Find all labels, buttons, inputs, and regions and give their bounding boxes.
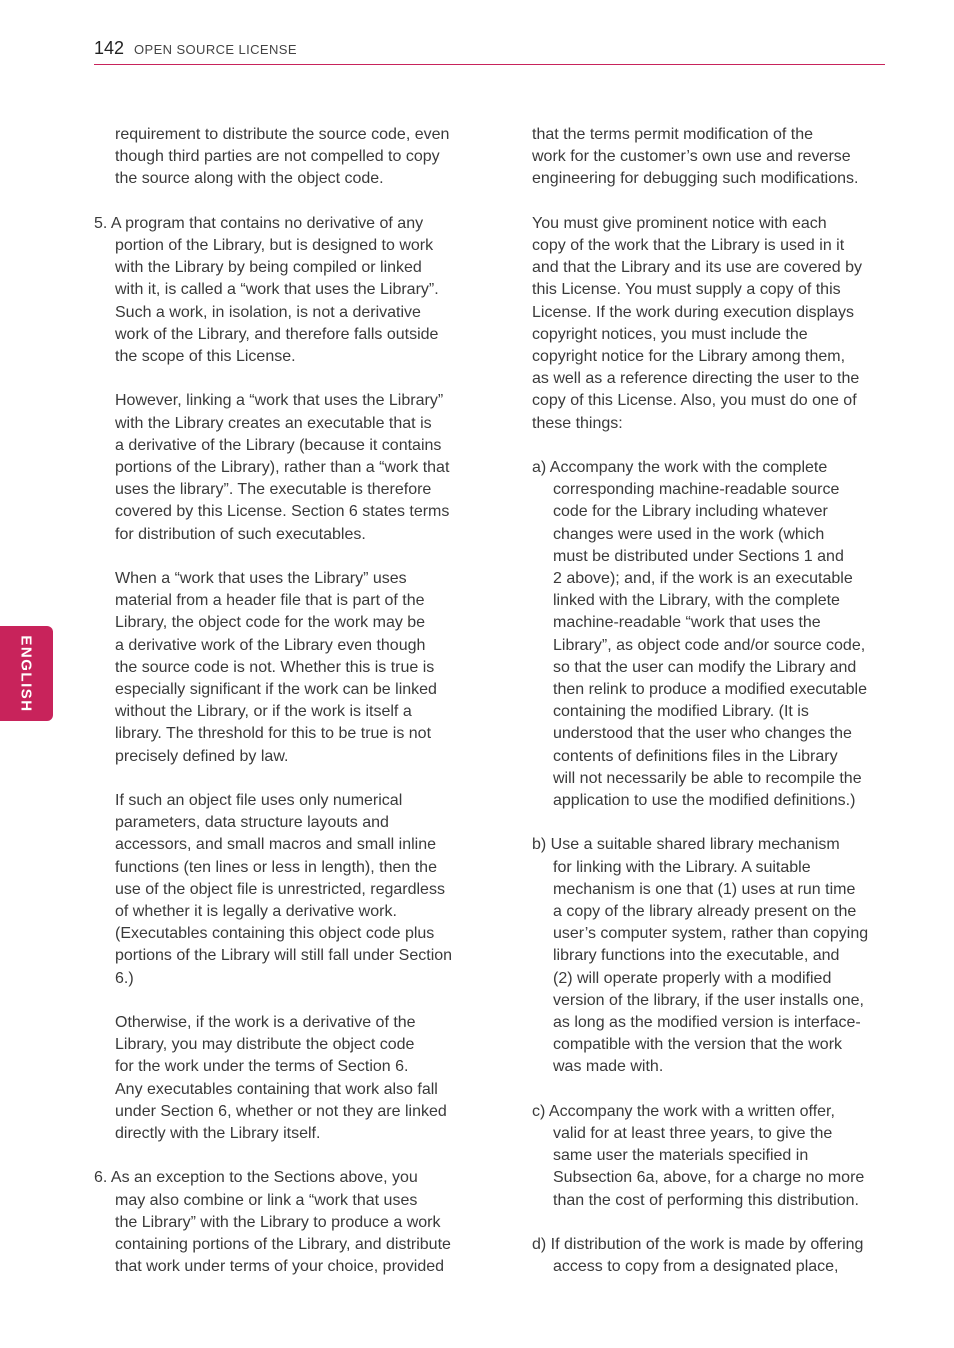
text-line: Subsection 6a, above, for a charge no more [553,1169,865,1187]
text-line: with the Library by being compiled or linked [115,259,422,277]
text-line: containing the modified Library. (It is [553,703,809,721]
text-line: as long as the modified version is interface- [553,1014,861,1032]
text-line: work for the customer’s own use and reverse [532,148,851,166]
text-line: version of the library, if the user installs one, [553,991,864,1009]
text-line: Library, the object code for the work may be [115,614,426,632]
text-line: Library”, as object code and/or source code, [553,636,866,654]
text-line: the scope of this License. [115,348,296,366]
paragraph [94,213,474,368]
text-line: was made with. [553,1058,664,1076]
text-line: changes were used in the work (which [553,525,825,543]
text-line: with it, is called a “work that uses the Library”. [115,281,439,299]
text-line: corresponding machine-readable source [553,481,840,499]
text-line: must be distributed under Sections 1 and [553,547,844,565]
text-line: copy of the work that the Library is used in it [532,237,845,254]
text-line: the source code is not. Whether this is true is [115,658,435,676]
text-line: for the work under the terms of Section 6. [115,1058,409,1076]
text-line: Library, you may distribute the object code [115,1036,415,1054]
text-line: a derivative of the Library (because it contains [115,436,442,454]
text-line: and that the Library and its use are covered by [532,259,862,277]
text-line: a) Accompany the work with the complete [532,459,828,477]
paragraph [94,568,474,768]
text-line: parameters, data structure layouts and [115,814,389,832]
text-line: When a “work that uses the Library” uses [115,570,407,588]
text-line: uses the library”. The executable is therefore [115,481,432,499]
text-line: may also combine or link a “work that uses [115,1191,418,1209]
language-tab-label: ENGLISH [17,635,35,713]
text-line: compatible with the version that the work [553,1036,843,1054]
text-line: Such a work, in isolation, is not a derivative [115,303,421,321]
text-line: a copy of the library already present on the [553,903,857,921]
text-line: mechanism is one that (1) uses at run time [553,880,856,898]
text-line: However, linking a “work that uses the Library” [115,392,444,410]
text-line: especially significant if the work can be linked [115,681,437,699]
paragraph [94,1167,474,1278]
text-line: containing portions of the Library, and distribute [115,1236,451,1254]
text-line: material from a header file that is part of the [115,592,425,610]
text-line: (Executables containing this object code plus [115,925,435,943]
text-line: Otherwise, if the work is a derivative of the [115,1014,416,1032]
text-line: directly with the Library itself. [115,1125,321,1143]
text-line: accessors, and small macros and small inline [115,836,437,854]
text-line: 5. A program that contains no derivative of any [94,214,424,232]
text-line: will not necessarily be able to recompile the [553,769,862,787]
text-line: the source along with the object code. [115,170,384,188]
text-line: though third parties are not compelled to copy [115,148,440,166]
text-line: of whether it is legally a derivative work. [115,903,397,921]
text-line: understood that the user who changes the [553,725,852,743]
text-line: the Library” with the Library to produce a work [115,1213,441,1231]
text-line: for linking with the Library. A suitable [553,858,811,876]
text-line: copy of this License. Also, you must do one of [532,392,857,410]
text-line: application to use the modified definitions.) [553,792,856,810]
text-line: library. The threshold for this to be true is not [115,725,432,743]
text-line: Any executables containing that work also fall [115,1080,438,1098]
right-text-column [532,124,888,1301]
text-line: precisely defined by law. [115,747,289,765]
text-line: portions of the Library), rather than a “work that [115,459,450,477]
text-line: code for the Library including whatever [553,503,828,521]
section-title: OPEN SOURCE LICENSE [134,42,297,57]
text-line: that the terms permit modification of the [532,126,814,143]
text-line: c) Accompany the work with a written offer, [532,1102,835,1120]
text-line: without the Library, or if the work is itself a [115,703,412,721]
text-line: d) If distribution of the work is made by offering [532,1236,864,1254]
text-line: 6. As an exception to the Sections above, you [94,1169,418,1187]
text-line: access to copy from a designated place, [553,1258,839,1276]
paragraph [94,124,474,191]
paragraph [532,457,888,812]
text-line: so that the user can modify the Library and [553,658,857,676]
text-line: portion of the Library, but is designed to work [115,237,434,254]
text-line: under Section 6, whether or not they are linked [115,1102,447,1120]
text-line: 6.) [115,969,134,987]
text-line: for distribution of such executables. [115,525,366,543]
text-line: copyright notice for the Library among them, [532,348,846,366]
text-line: License. If the work during execution displays [532,303,854,321]
text-line: copyright notices, you must include the [532,325,808,343]
text-line: then relink to produce a modified executable [553,681,867,699]
text-line: valid for at least three years, to give the [553,1125,833,1143]
text-line: portions of the Library will still fall under Section [115,947,453,965]
paragraph [532,213,888,435]
text-line: library functions into the executable, and [553,947,840,965]
text-line: work of the Library, and therefore falls outside [115,325,439,343]
text-line: linked with the Library, with the complete [553,592,840,610]
left-text-column [94,124,474,1301]
page-number: 142 [94,38,125,58]
text-line: You must give prominent notice with each [532,214,827,232]
paragraph [532,1234,888,1278]
text-line: b) Use a suitable shared library mechanism [532,836,840,854]
text-line: covered by this License. Section 6 states terms [115,503,450,521]
text-line: than the cost of performing this distribution. [553,1191,859,1209]
paragraph [532,124,888,191]
text-line: engineering for debugging such modifications. [532,170,859,188]
text-line: requirement to distribute the source code, even [115,126,450,143]
paragraph [94,1012,474,1145]
text-line: use of the object file is unrestricted, regardless [115,880,445,898]
paragraph [532,1101,888,1212]
text-line: this License. You must supply a copy of this [532,281,841,299]
text-line: with the Library creates an executable that is [115,414,432,432]
language-tab [0,626,53,721]
paragraph [94,790,474,990]
page-header [94,38,885,65]
text-line: functions (ten lines or less in length), then the [115,858,437,876]
text-line: as well as a reference directing the user to the [532,370,860,388]
text-line: 2 above); and, if the work is an executable [553,570,853,588]
paragraph [94,390,474,545]
paragraph [532,834,888,1078]
text-line: contents of definitions files in the Library [553,747,838,765]
text-line: If such an object file uses only numerical [115,792,403,810]
text-line: user’s computer system, rather than copying [553,925,869,943]
text-line: same user the materials specified in [553,1147,809,1165]
text-line: that work under terms of your choice, provided [115,1258,445,1276]
text-line: machine-readable “work that uses the [553,614,821,632]
text-line: these things: [532,414,623,432]
text-line: a derivative work of the Library even though [115,636,426,654]
text-line: (2) will operate properly with a modified [553,969,832,987]
